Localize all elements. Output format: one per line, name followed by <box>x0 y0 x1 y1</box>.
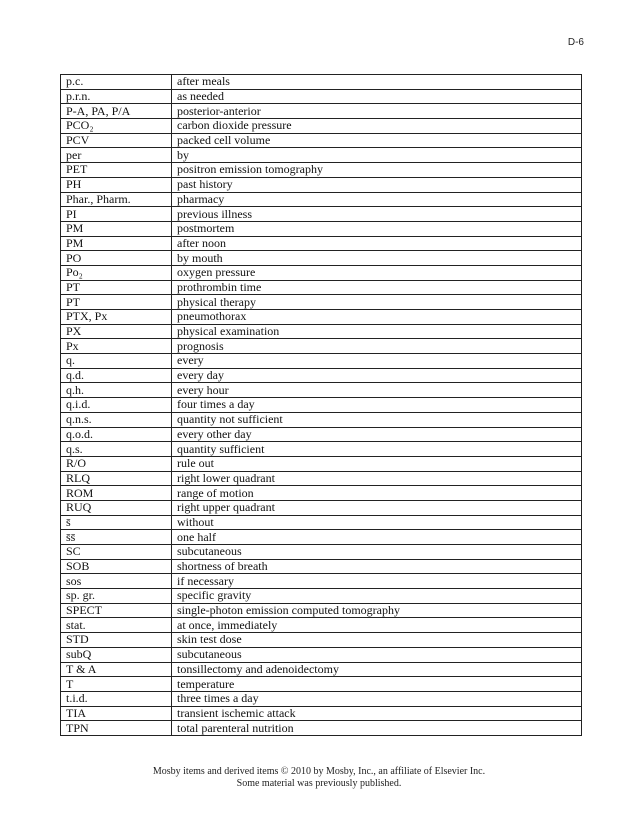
abbreviation-cell: PO <box>61 251 172 266</box>
meaning-cell: packed cell volume <box>172 133 582 148</box>
table-row <box>61 677 582 692</box>
table-row <box>61 251 582 266</box>
table-row <box>61 383 582 398</box>
meaning-cell: physical examination <box>172 324 582 339</box>
table-row <box>61 633 582 648</box>
meaning-cell: quantity not sufficient <box>172 412 582 427</box>
abbreviation-cell: PT <box>61 280 172 295</box>
meaning-cell: every day <box>172 368 582 383</box>
table-row <box>61 280 582 295</box>
abbreviation-cell: q.h. <box>61 383 172 398</box>
table-row <box>61 265 582 280</box>
meaning-cell: every other day <box>172 427 582 442</box>
abbreviation-cell: RLQ <box>61 471 172 486</box>
abbreviation-cell: SC <box>61 545 172 560</box>
table-row <box>61 574 582 589</box>
meaning-cell: prothrombin time <box>172 280 582 295</box>
meaning-cell: as needed <box>172 89 582 104</box>
table-row <box>61 75 582 90</box>
meaning-cell: skin test dose <box>172 633 582 648</box>
abbreviation-cell: q. <box>61 354 172 369</box>
meaning-cell: temperature <box>172 677 582 692</box>
table-row <box>61 89 582 104</box>
page-number: D-6 <box>567 37 584 48</box>
table-row <box>61 221 582 236</box>
meaning-cell: four times a day <box>172 398 582 413</box>
meaning-cell: pharmacy <box>172 192 582 207</box>
abbreviation-cell: s̄s̄ <box>61 530 172 545</box>
abbreviation-cell: Po₂ <box>61 265 172 280</box>
meaning-cell: prognosis <box>172 339 582 354</box>
abbreviation-cell: TPN <box>61 721 172 736</box>
abbreviation-cell: q.i.d. <box>61 398 172 413</box>
table-row <box>61 691 582 706</box>
table-row <box>61 324 582 339</box>
meaning-cell: subcutaneous <box>172 647 582 662</box>
table-row <box>61 559 582 574</box>
abbreviation-cell: PCO₂ <box>61 119 172 134</box>
abbreviation-cell: t.i.d. <box>61 691 172 706</box>
abbreviation-cell: s̄ <box>61 515 172 530</box>
table-row <box>61 486 582 501</box>
abbreviation-cell: PTX, Px <box>61 310 172 325</box>
table-row <box>61 589 582 604</box>
meaning-cell: past history <box>172 177 582 192</box>
table-row <box>61 398 582 413</box>
abbreviation-cell: P-A, PA, P/A <box>61 104 172 119</box>
abbreviation-cell: T <box>61 677 172 692</box>
abbreviation-cell: STD <box>61 633 172 648</box>
table-row <box>61 545 582 560</box>
table-row <box>61 471 582 486</box>
abbreviation-table <box>60 74 582 736</box>
abbreviation-cell: PT <box>61 295 172 310</box>
abbreviation-cell: p.r.n. <box>61 89 172 104</box>
table-row <box>61 647 582 662</box>
meaning-cell: after noon <box>172 236 582 251</box>
abbreviation-cell: ROM <box>61 486 172 501</box>
meaning-cell: pneumothorax <box>172 310 582 325</box>
meaning-cell: carbon dioxide pressure <box>172 119 582 134</box>
table-row <box>61 177 582 192</box>
table-row <box>61 207 582 222</box>
meaning-cell: previous illness <box>172 207 582 222</box>
meaning-cell: single-photon emission computed tomography <box>172 603 582 618</box>
abbreviation-cell: Phar., Pharm. <box>61 192 172 207</box>
abbreviation-cell: TIA <box>61 706 172 721</box>
abbreviation-cell: PH <box>61 177 172 192</box>
abbreviation-cell: T & A <box>61 662 172 677</box>
table-row <box>61 148 582 163</box>
abbreviation-cell: PM <box>61 236 172 251</box>
abbreviation-cell: sp. gr. <box>61 589 172 604</box>
meaning-cell: posterior-anterior <box>172 104 582 119</box>
table-row <box>61 515 582 530</box>
abbreviation-cell: q.n.s. <box>61 412 172 427</box>
table-row <box>61 603 582 618</box>
abbreviation-cell: p.c. <box>61 75 172 90</box>
meaning-cell: tonsillectomy and adenoidectomy <box>172 662 582 677</box>
meaning-cell: positron emission tomography <box>172 163 582 178</box>
table-row <box>61 456 582 471</box>
publication-note: Some material was previously published. <box>236 778 402 789</box>
abbreviation-cell: SPECT <box>61 603 172 618</box>
table-row <box>61 163 582 178</box>
meaning-cell: transient ischemic attack <box>172 706 582 721</box>
meaning-cell: three times a day <box>172 691 582 706</box>
meaning-cell: range of motion <box>172 486 582 501</box>
table-row <box>61 500 582 515</box>
abbreviation-cell: R/O <box>61 456 172 471</box>
meaning-cell: right lower quadrant <box>172 471 582 486</box>
table-row <box>61 368 582 383</box>
table-row <box>61 354 582 369</box>
abbreviation-cell: RUQ <box>61 500 172 515</box>
meaning-cell: oxygen pressure <box>172 265 582 280</box>
table-row <box>61 133 582 148</box>
abbreviation-cell: subQ <box>61 647 172 662</box>
table-row <box>61 442 582 457</box>
copyright-footer <box>0 766 638 790</box>
table-row <box>61 618 582 633</box>
table-row <box>61 236 582 251</box>
abbreviation-cell: PX <box>61 324 172 339</box>
table-row <box>61 412 582 427</box>
meaning-cell: quantity sufficient <box>172 442 582 457</box>
meaning-cell: specific gravity <box>172 589 582 604</box>
meaning-cell: total parenteral nutrition <box>172 721 582 736</box>
meaning-cell: one half <box>172 530 582 545</box>
meaning-cell: if necessary <box>172 574 582 589</box>
table-row <box>61 119 582 134</box>
abbreviation-cell: PI <box>61 207 172 222</box>
abbreviation-cell: PCV <box>61 133 172 148</box>
table-row <box>61 295 582 310</box>
abbreviation-cell: q.o.d. <box>61 427 172 442</box>
abbreviation-cell: PM <box>61 221 172 236</box>
table-row <box>61 427 582 442</box>
meaning-cell: shortness of breath <box>172 559 582 574</box>
meaning-cell: postmortem <box>172 221 582 236</box>
copyright-line: Mosby items and derived items © 2010 by Mosby, Inc., an affiliate of Elsevier Inc. <box>152 766 486 777</box>
meaning-cell: subcutaneous <box>172 545 582 560</box>
meaning-cell: at once, immediately <box>172 618 582 633</box>
meaning-cell: physical therapy <box>172 295 582 310</box>
meaning-cell: rule out <box>172 456 582 471</box>
table-row <box>61 339 582 354</box>
table-row <box>61 310 582 325</box>
table-row <box>61 530 582 545</box>
abbreviation-cell: Px <box>61 339 172 354</box>
abbreviation-cell: sos <box>61 574 172 589</box>
table-row <box>61 721 582 736</box>
meaning-cell: after meals <box>172 75 582 90</box>
meaning-cell: every <box>172 354 582 369</box>
abbreviation-cell: per <box>61 148 172 163</box>
table-row <box>61 662 582 677</box>
meaning-cell: by <box>172 148 582 163</box>
abbreviation-table-body <box>61 75 582 736</box>
table-row <box>61 706 582 721</box>
abbreviation-cell: stat. <box>61 618 172 633</box>
meaning-cell: without <box>172 515 582 530</box>
abbreviation-cell: SOB <box>61 559 172 574</box>
abbreviation-cell: PET <box>61 163 172 178</box>
abbreviation-cell: q.s. <box>61 442 172 457</box>
table-row <box>61 192 582 207</box>
meaning-cell: every hour <box>172 383 582 398</box>
table-row <box>61 104 582 119</box>
abbreviation-cell: q.d. <box>61 368 172 383</box>
meaning-cell: right upper quadrant <box>172 500 582 515</box>
meaning-cell: by mouth <box>172 251 582 266</box>
